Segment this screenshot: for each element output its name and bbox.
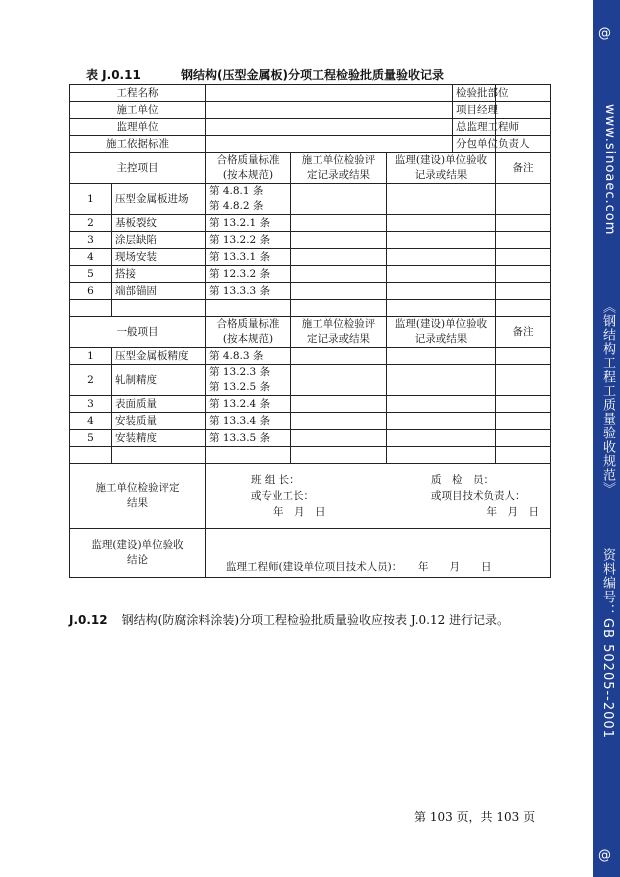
page-number: 第 103 页，共 103 页 — [414, 810, 536, 824]
main-items-title: 主控项目 — [70, 153, 206, 184]
item-name: 轧制精度 — [112, 365, 206, 396]
header-row — [70, 85, 551, 102]
clause-ref: 第 13.3.5 条 — [209, 431, 271, 444]
item-name: 基板裂纹 — [112, 215, 206, 232]
supervision-conclusion-row — [70, 529, 551, 578]
col-supervision-line2: 记录或结果 — [414, 333, 468, 345]
document-sidebar — [593, 0, 620, 877]
construction-result-cell — [291, 232, 387, 249]
construction-result-cell — [291, 184, 387, 215]
label-construction-unit: 施工单位 — [70, 102, 206, 119]
item-name: 安装精度 — [112, 430, 206, 447]
supervision-result-cell — [387, 184, 496, 215]
construction-result-cell — [291, 413, 387, 430]
clause-ref: 第 13.3.1 条 — [209, 250, 271, 263]
spacer-row — [70, 447, 551, 464]
table-title-text: 钢结构(压型金属板)分项工程检验批质量验收记录 — [181, 68, 444, 82]
sidebar-at-bottom: @ — [598, 848, 611, 863]
item-clauses — [206, 413, 291, 430]
remarks-cell — [496, 232, 551, 249]
supervision-result-cell — [387, 365, 496, 396]
main-items-body — [70, 184, 551, 300]
item-clauses — [206, 396, 291, 413]
col-standard-line1: 合格质量标准 — [216, 154, 280, 166]
item-number: 2 — [70, 365, 112, 396]
item-number: 6 — [70, 283, 112, 300]
label-project-name: 工程名称 — [70, 85, 206, 102]
item-clauses — [206, 348, 291, 365]
field-project-name — [206, 85, 453, 102]
supervision-label-line2: 结论 — [127, 554, 148, 566]
col-remarks: 备注 — [496, 153, 551, 184]
item-name: 搭接 — [112, 266, 206, 283]
col-remarks: 备注 — [496, 317, 551, 348]
construction-date-1: 年 月 日 — [273, 506, 326, 518]
supervision-result-cell — [387, 266, 496, 283]
remarks-cell — [496, 215, 551, 232]
col-construction-check — [291, 317, 387, 348]
clause-ref: 第 4.8.1 条 — [209, 185, 264, 197]
supervision-result-cell — [387, 232, 496, 249]
supervisor-signature: 监理工程师(建设单位项目技术人员)： 年 月 日 — [206, 529, 551, 578]
clause-ref: 第 4.8.2 条 — [209, 200, 264, 212]
supervision-result-cell — [387, 249, 496, 266]
supervision-result-cell — [387, 413, 496, 430]
remarks-cell — [496, 266, 551, 283]
clause-ref: 第 13.2.3 条 — [209, 366, 271, 378]
col-standard — [206, 317, 291, 348]
item-row — [70, 232, 551, 249]
item-name: 压型金属板进场 — [112, 184, 206, 215]
item-row — [70, 283, 551, 300]
remarks-cell — [496, 283, 551, 300]
item-number: 3 — [70, 232, 112, 249]
construction-result-cell — [291, 215, 387, 232]
clause-ref: 第 4.8.3 条 — [209, 349, 264, 362]
next-table-note — [69, 611, 509, 628]
remarks-cell — [496, 396, 551, 413]
construction-result-cell — [291, 266, 387, 283]
supervision-conclusion-label — [70, 529, 206, 578]
label-subcontractor-head: 分包单位负责人 — [453, 136, 496, 153]
item-name: 端部锚固 — [112, 283, 206, 300]
tech-head-label: 或项目技术负责人： — [431, 490, 526, 502]
clause-ref: 第 12.3.2 条 — [209, 267, 271, 280]
col-construction-line1: 施工单位检验评 — [301, 318, 376, 330]
sidebar-book-title: 《钢结构工程工质量验收规范》 — [600, 300, 615, 496]
header-row — [70, 102, 551, 119]
col-supervision — [387, 317, 496, 348]
field-construction-unit — [206, 102, 453, 119]
construction-signatures — [206, 464, 551, 529]
item-row — [70, 430, 551, 447]
clause-ref: 第 13.2.2 条 — [209, 233, 271, 246]
next-table-code: J.0.12 — [69, 613, 108, 627]
col-construction-line1: 施工单位检验评 — [301, 154, 376, 166]
item-clauses — [206, 249, 291, 266]
item-row — [70, 266, 551, 283]
construction-date-2: 年 月 日 — [486, 506, 540, 518]
construction-result-cell — [291, 396, 387, 413]
col-supervision — [387, 153, 496, 184]
item-clauses — [206, 365, 291, 396]
clause-ref: 第 13.2.4 条 — [209, 397, 271, 410]
item-number: 4 — [70, 413, 112, 430]
col-standard-line1: 合格质量标准 — [216, 318, 280, 330]
label-batch-location: 检验批部位 — [453, 85, 496, 102]
remarks-cell — [496, 430, 551, 447]
inspection-record-table — [69, 84, 551, 578]
remarks-cell — [496, 365, 551, 396]
item-number: 1 — [70, 348, 112, 365]
supervision-result-cell — [387, 348, 496, 365]
label-supervision-unit: 监理单位 — [70, 119, 206, 136]
remarks-cell — [496, 249, 551, 266]
construction-label-line2: 结果 — [127, 497, 148, 509]
item-name: 涂层缺陷 — [112, 232, 206, 249]
col-standard-line2: (按本规范) — [222, 169, 274, 181]
remarks-cell — [496, 184, 551, 215]
item-number: 4 — [70, 249, 112, 266]
construction-result-cell — [291, 365, 387, 396]
supervision-result-cell — [387, 430, 496, 447]
remarks-cell — [496, 348, 551, 365]
col-supervision-line1: 监理(建设)单位验收 — [394, 154, 488, 166]
col-standard-line2: (按本规范) — [222, 333, 274, 345]
general-items-header — [70, 317, 551, 348]
main-items-header — [70, 153, 551, 184]
remarks-cell — [496, 413, 551, 430]
general-items-body — [70, 348, 551, 447]
clause-ref: 第 13.3.3 条 — [209, 284, 271, 297]
item-name: 表面质量 — [112, 396, 206, 413]
item-clauses — [206, 283, 291, 300]
col-construction-line2: 定记录或结果 — [307, 333, 370, 345]
item-row — [70, 413, 551, 430]
item-name: 安装质量 — [112, 413, 206, 430]
spacer-row — [70, 300, 551, 317]
item-row — [70, 184, 551, 215]
field-basis-standard — [206, 136, 453, 153]
supervision-label-line1: 监理(建设)单位验收 — [91, 539, 184, 551]
item-clauses — [206, 184, 291, 215]
col-construction-line2: 定记录或结果 — [307, 169, 370, 181]
label-basis-standard: 施工依据标准 — [70, 136, 206, 153]
item-clauses — [206, 215, 291, 232]
col-supervision-line1: 监理(建设)单位验收 — [394, 318, 488, 330]
item-row — [70, 348, 551, 365]
clause-ref: 第 13.2.5 条 — [209, 381, 271, 393]
item-number: 5 — [70, 266, 112, 283]
supervision-result-cell — [387, 215, 496, 232]
clause-ref: 第 13.2.1 条 — [209, 216, 271, 229]
label-project-manager: 项目经理 — [453, 102, 496, 119]
col-construction-check — [291, 153, 387, 184]
construction-conclusion-row — [70, 464, 551, 529]
header-row — [70, 136, 551, 153]
item-number: 5 — [70, 430, 112, 447]
general-items-title: 一般项目 — [70, 317, 206, 348]
item-name: 现场安装 — [112, 249, 206, 266]
item-number: 3 — [70, 396, 112, 413]
field-project-manager — [496, 102, 551, 119]
label-chief-supervisor: 总监理工程师 — [453, 119, 496, 136]
item-row — [70, 249, 551, 266]
item-number: 2 — [70, 215, 112, 232]
sidebar-website: www.sinoaec.com — [602, 104, 617, 236]
clause-ref: 第 13.3.4 条 — [209, 414, 271, 427]
item-number: 1 — [70, 184, 112, 215]
table-title — [86, 66, 444, 83]
item-name: 压型金属板精度 — [112, 348, 206, 365]
supervision-result-cell — [387, 283, 496, 300]
next-table-text: 钢结构(防腐涂料涂装)分项工程检验批质量验收应按表 J.0.12 进行记录。 — [121, 613, 510, 627]
item-clauses — [206, 430, 291, 447]
construction-label-line1: 施工单位检验评定 — [95, 482, 180, 494]
field-supervision-unit — [206, 119, 453, 136]
item-clauses — [206, 266, 291, 283]
sidebar-at-top: @ — [598, 26, 611, 41]
inspector-label: 质 检 员： — [431, 474, 494, 486]
item-row — [70, 365, 551, 396]
item-clauses — [206, 232, 291, 249]
team-leader-label: 班 组 长： — [251, 474, 300, 486]
col-standard — [206, 153, 291, 184]
construction-result-cell — [291, 249, 387, 266]
construction-conclusion-label — [70, 464, 206, 529]
item-row — [70, 396, 551, 413]
construction-result-cell — [291, 348, 387, 365]
construction-result-cell — [291, 430, 387, 447]
foreman-label: 或专业工长： — [251, 490, 314, 502]
supervision-result-cell — [387, 396, 496, 413]
header-row — [70, 119, 551, 136]
sidebar-doc-number: 资料编号：GB 50205--2001 — [600, 548, 615, 739]
table-code: 表 J.0.11 — [86, 68, 141, 82]
construction-result-cell — [291, 283, 387, 300]
item-row — [70, 215, 551, 232]
col-supervision-line2: 记录或结果 — [414, 169, 468, 181]
